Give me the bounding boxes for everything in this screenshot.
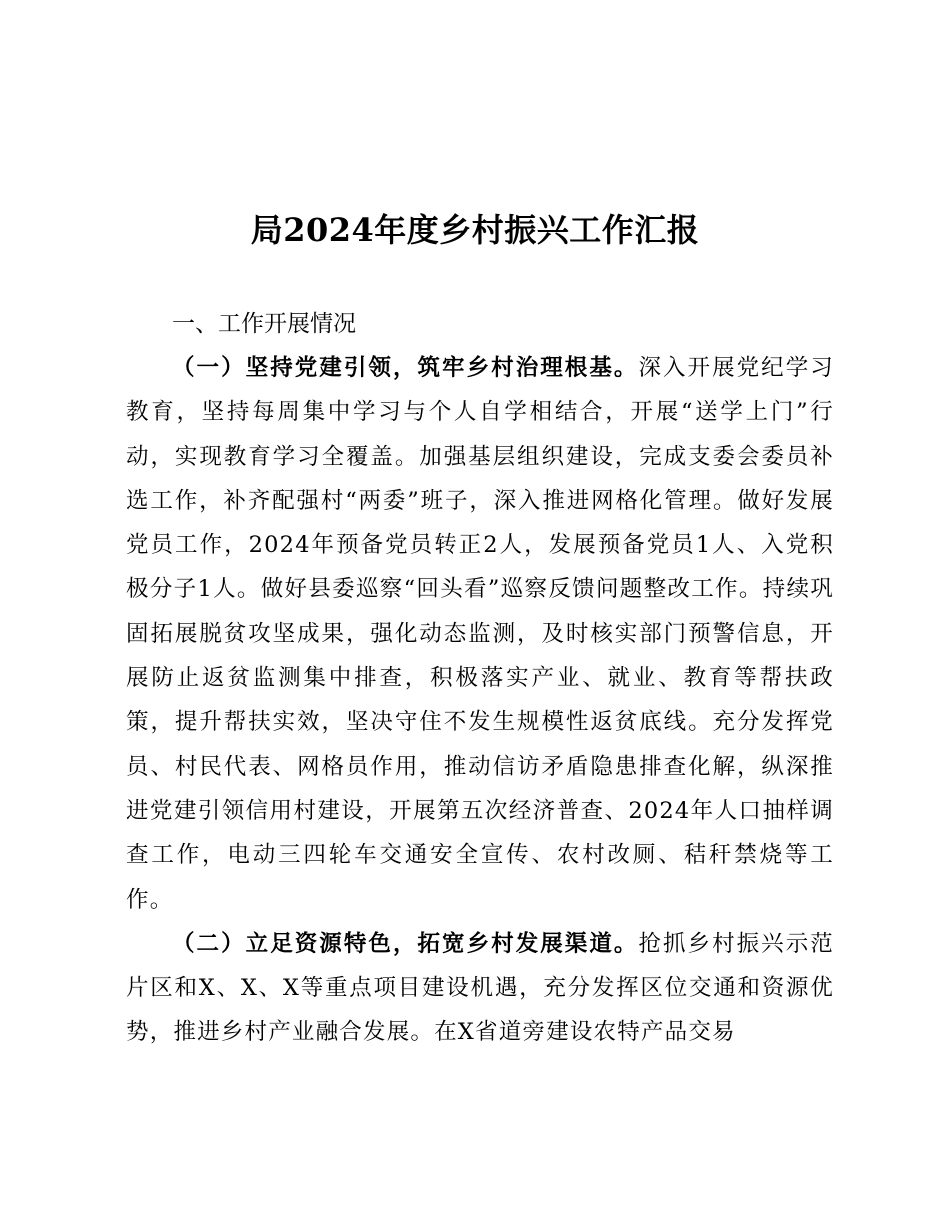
paragraph-lead: （二）立足资源特色，拓宽乡村发展渠道。	[172, 930, 639, 957]
document-title: 局2024年度乡村振兴工作汇报	[250, 211, 700, 249]
paragraph-resources	[126, 922, 834, 1055]
document-body	[126, 302, 834, 1055]
paragraph-body: 深入开展党纪学习教育，坚持每周集中学习与个人自学相结合，开展“送学上门”行动，实现教育学习全覆盖。加强基层组织建设，完成支委会委员补选工作，补齐配强村“两委”班子，深入推进网格化管理。做好发展党员工作，2024年预备党员转正2人，发展预备党员1人、入党积极分子1人。做好县委巡察“回头看”巡察反馈问题整改工作。持续巩固拓展脱贫攻坚成果，强化动态监测，及时核实部门预警信息，开展防止返贫监测集中排查，积极落实产业、就业、教育等帮扶政策，提升帮扶实效，坚决守住不发生规模性返贫底线。充分发挥党员、村民代表、网格员作用，推动信访矛盾隐患排查化解，纵深推进党建引领信用村建设，开展第五次经济普查、2024年人口抽样调查工作，电动三四轮车交通安全宣传、农村改厕、秸秆禁烧等工作。	[126, 355, 834, 913]
section-heading: 一、工作开展情况	[172, 311, 356, 337]
paragraph-lead: （一）坚持党建引领，筑牢乡村治理根基。	[172, 355, 639, 381]
paragraph-party-building	[126, 346, 834, 922]
paragraph-body: 抢抓乡村振兴示范片区和X、X、X等重点项目建设机遇，充分发挥区位交通和资源优势，推进乡村产业融合发展。在X省道旁建设农特产品交易	[126, 930, 834, 1046]
